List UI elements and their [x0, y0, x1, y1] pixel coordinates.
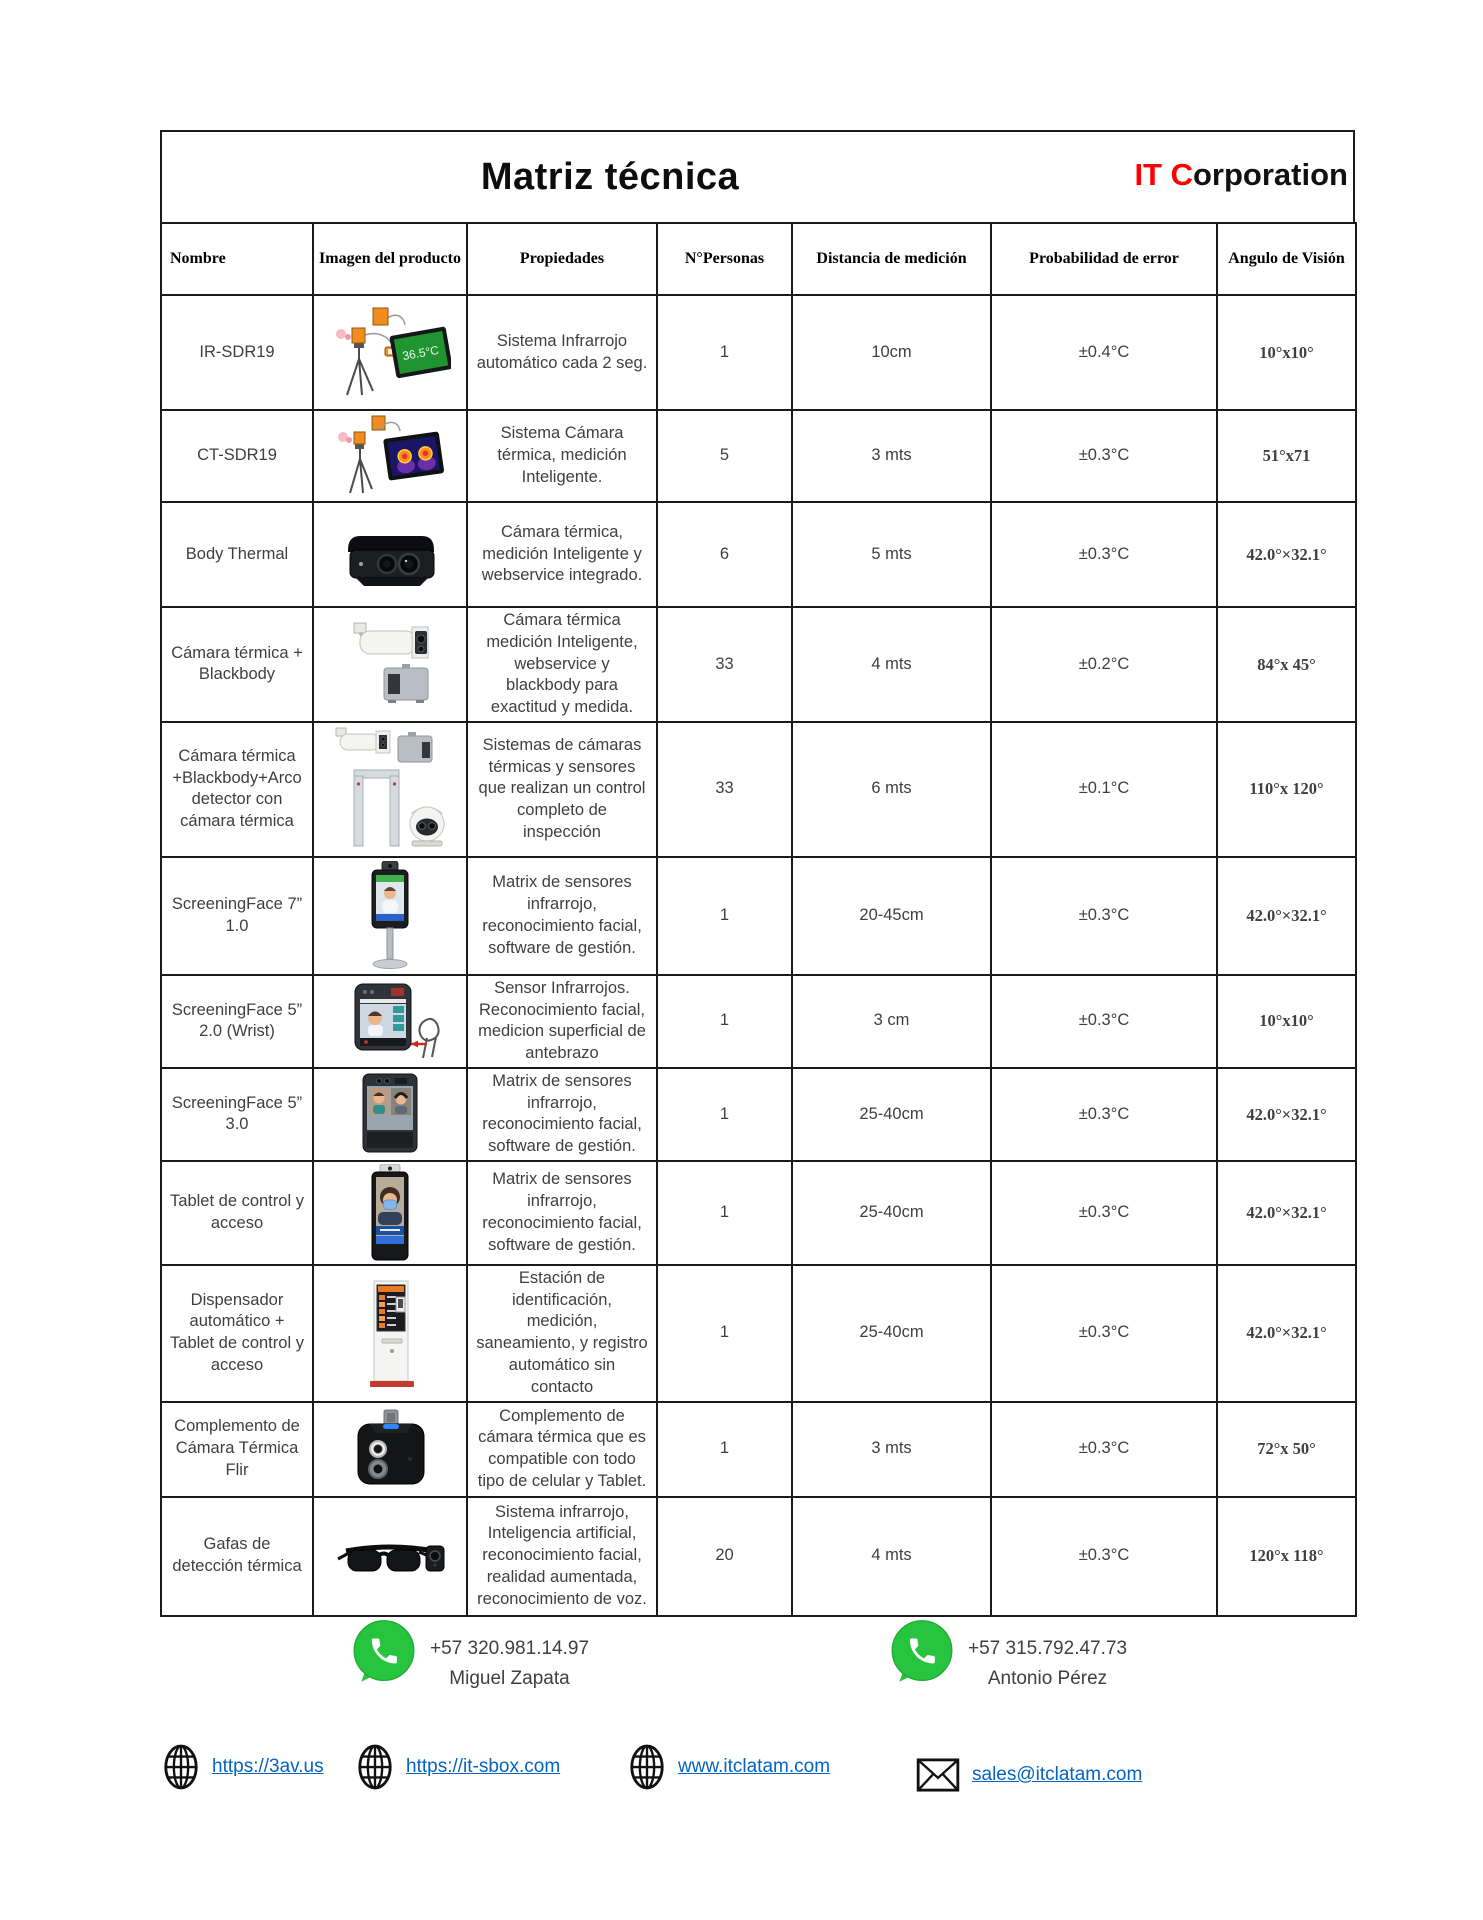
cell-propiedades: Sistemas de cámaras térmicas y sensores que realizan un control completo de inspección — [467, 722, 657, 857]
column-header-propiedades: Propiedades — [467, 223, 657, 295]
cell-n-personas: 6 — [657, 502, 792, 607]
product-image-screeningface5-wrist — [335, 980, 445, 1062]
link-sales-email[interactable]: sales@itclatam.com — [972, 1764, 1143, 1785]
cell-distancia: 5 mts — [792, 502, 991, 607]
website-link-3 — [628, 1740, 830, 1794]
cell-n-personas: 1 — [657, 975, 792, 1068]
cell-propiedades: Complemento de cámara térmica que es compatible con todo tipo de celular y Tablet. — [467, 1402, 657, 1497]
cell-probabilidad-error: ±0.3°C — [991, 857, 1217, 975]
cell-propiedades: Matrix de sensores infrarrojo, reconocimiento facial, software de gestión. — [467, 1068, 657, 1161]
cell-propiedades: Sistema Infrarrojo automático cada 2 seg. — [467, 295, 657, 410]
cell-distancia: 3 mts — [792, 1402, 991, 1497]
product-image-ct-sdr19 — [334, 413, 446, 499]
table-row — [161, 1402, 1356, 1497]
whatsapp-contact-2 — [888, 1618, 1127, 1695]
contact-name: Antonio Pérez — [987, 1668, 1108, 1690]
cell-nombre: Cámara térmica +Blackbody+Arco detector con cámara térmica — [161, 722, 313, 857]
cell-probabilidad-error: ±0.3°C — [991, 975, 1217, 1068]
table-row — [161, 857, 1356, 975]
cell-product-image — [313, 975, 467, 1068]
cell-n-personas: 1 — [657, 857, 792, 975]
cell-propiedades: Matrix de sensores infrarrojo, reconocimiento facial, software de gestión. — [467, 1161, 657, 1265]
cell-nombre: CT-SDR19 — [161, 410, 313, 502]
product-image-camara-blackbody-arco — [332, 726, 448, 852]
cell-n-personas: 33 — [657, 607, 792, 722]
cell-probabilidad-error: ±0.4°C — [991, 295, 1217, 410]
product-image — [322, 1521, 458, 1591]
cell-product-image — [313, 1402, 467, 1497]
product-image — [322, 1279, 458, 1387]
table-body — [161, 295, 1356, 1616]
cell-product-image — [313, 295, 467, 410]
cell-product-image — [313, 410, 467, 502]
cell-propiedades: Cámara térmica medición Inteligente, webservice y blackbody para exactitud y medida. — [467, 607, 657, 722]
website-link-2 — [356, 1740, 560, 1794]
product-image — [322, 726, 458, 852]
column-header-imagen: Imagen del producto — [313, 223, 467, 295]
cell-distancia: 3 cm — [792, 975, 991, 1068]
cell-n-personas: 1 — [657, 1068, 792, 1161]
product-image — [322, 861, 458, 971]
product-image-camara-blackbody — [330, 618, 450, 710]
link-itclatam[interactable]: www.itclatam.com — [678, 1756, 831, 1777]
cell-nombre: IR-SDR19 — [161, 295, 313, 410]
cell-probabilidad-error: ±0.1°C — [991, 722, 1217, 857]
product-image-body-thermal — [330, 520, 450, 590]
cell-propiedades: Matrix de sensores infrarrojo, reconocimiento facial, software de gestión. — [467, 857, 657, 975]
cell-propiedades: Sistema Cámara térmica, medición Inteligente. — [467, 410, 657, 502]
column-header-personas: N°Personas — [657, 223, 792, 295]
cell-distancia: 6 mts — [792, 722, 991, 857]
table-row — [161, 607, 1356, 722]
cell-angulo-vision: 84°x 45° — [1217, 607, 1356, 722]
title-row — [160, 130, 1355, 224]
cell-nombre: ScreeningFace 7” 1.0 — [161, 857, 313, 975]
product-image — [322, 413, 458, 499]
table-row — [161, 502, 1356, 607]
cell-probabilidad-error: ±0.3°C — [991, 1265, 1217, 1402]
cell-probabilidad-error: ±0.2°C — [991, 607, 1217, 722]
cell-product-image — [313, 1068, 467, 1161]
product-image-gafas — [330, 1521, 450, 1591]
cell-angulo-vision: 42.0°×32.1° — [1217, 1161, 1356, 1265]
cell-propiedades: Cámara térmica, medición Inteligente y webservice integrado. — [467, 502, 657, 607]
cell-n-personas: 33 — [657, 722, 792, 857]
cell-angulo-vision: 42.0°×32.1° — [1217, 502, 1356, 607]
globe-icon — [162, 1743, 200, 1791]
column-header-distancia: Distancia de medición — [792, 223, 991, 295]
cell-product-image — [313, 1497, 467, 1616]
cell-nombre: Tablet de control y acceso — [161, 1161, 313, 1265]
cell-distancia: 4 mts — [792, 1497, 991, 1616]
cell-angulo-vision: 10°x10° — [1217, 975, 1356, 1068]
cell-product-image — [313, 857, 467, 975]
table-row — [161, 1497, 1356, 1616]
logo-text-red: IT C — [1134, 157, 1193, 192]
table-row — [161, 975, 1356, 1068]
product-image-flir — [340, 1406, 440, 1492]
cell-angulo-vision: 42.0°×32.1° — [1217, 1068, 1356, 1161]
contact-text — [430, 1618, 589, 1695]
technical-matrix-table — [160, 222, 1357, 1617]
cell-nombre: Body Thermal — [161, 502, 313, 607]
page-title: Matriz técnica — [480, 155, 740, 198]
globe-icon — [628, 1743, 666, 1791]
cell-n-personas: 1 — [657, 1161, 792, 1265]
whatsapp-icon — [350, 1618, 418, 1686]
contact-phone: +57 315.792.47.73 — [968, 1638, 1128, 1659]
website-link-1 — [162, 1740, 324, 1794]
cell-angulo-vision: 72°x 50° — [1217, 1402, 1356, 1497]
cell-probabilidad-error: ±0.3°C — [991, 410, 1217, 502]
cell-angulo-vision: 51°x71 — [1217, 410, 1356, 502]
cell-distancia: 25-40cm — [792, 1161, 991, 1265]
cell-angulo-vision: 42.0°×32.1° — [1217, 1265, 1356, 1402]
cell-probabilidad-error: ±0.3°C — [991, 502, 1217, 607]
cell-probabilidad-error: ±0.3°C — [991, 1402, 1217, 1497]
envelope-icon — [916, 1758, 960, 1792]
cell-angulo-vision: 42.0°×32.1° — [1217, 857, 1356, 975]
product-image-ir-sdr19 — [329, 303, 451, 403]
product-image — [322, 980, 458, 1062]
link-it-sbox[interactable]: https://it-sbox.com — [406, 1756, 561, 1777]
cell-nombre: Cámara térmica + Blackbody — [161, 607, 313, 722]
product-image — [322, 303, 458, 403]
product-image-dispensador — [350, 1279, 430, 1387]
cell-angulo-vision: 110°x 120° — [1217, 722, 1356, 857]
table-row — [161, 1161, 1356, 1265]
cell-distancia: 25-40cm — [792, 1068, 991, 1161]
table-row — [161, 1068, 1356, 1161]
cell-probabilidad-error: ±0.3°C — [991, 1497, 1217, 1616]
whatsapp-contact-1 — [350, 1618, 589, 1695]
svg-text:36.5°C: 36.5°C — [401, 342, 441, 363]
cell-product-image — [313, 502, 467, 607]
product-image — [322, 1406, 458, 1492]
cell-propiedades: Sensor Infrarrojos. Reconocimiento facial, medicion superficial de antebrazo — [467, 975, 657, 1068]
contact-name: Miguel Zapata — [449, 1668, 570, 1690]
table-row — [161, 295, 1356, 410]
cell-n-personas: 20 — [657, 1497, 792, 1616]
header-row — [161, 223, 1356, 295]
cell-angulo-vision: 120°x 118° — [1217, 1497, 1356, 1616]
product-image — [322, 1072, 458, 1156]
document-sheet — [160, 130, 1355, 1617]
product-image — [322, 520, 458, 590]
table-header — [161, 223, 1356, 295]
cell-product-image — [313, 1265, 467, 1402]
cell-propiedades: Estación de identificación, medición, saneamiento, y registro automático sin contacto — [467, 1265, 657, 1402]
cell-nombre: Gafas de detección térmica — [161, 1497, 313, 1616]
product-image-screeningface7 — [350, 861, 430, 971]
cell-distancia: 10cm — [792, 295, 991, 410]
contact-phone: +57 320.981.14.97 — [430, 1638, 590, 1659]
table-row — [161, 1265, 1356, 1402]
cell-distancia: 3 mts — [792, 410, 991, 502]
product-image-screeningface5-3 — [351, 1072, 429, 1156]
cell-n-personas: 5 — [657, 410, 792, 502]
cell-product-image — [313, 1161, 467, 1265]
cell-n-personas: 1 — [657, 1265, 792, 1402]
cell-probabilidad-error: ±0.3°C — [991, 1068, 1217, 1161]
table-row — [161, 722, 1356, 857]
product-image — [322, 618, 458, 710]
cell-propiedades: Sistema infrarrojo, Inteligencia artificial, reconocimiento facial, realidad aumentada, reconocimiento de voz. — [467, 1497, 657, 1616]
column-header-angulo: Angulo de Visión — [1217, 223, 1356, 295]
link-3av[interactable]: https://3av.us — [212, 1756, 324, 1777]
cell-probabilidad-error: ±0.3°C — [991, 1161, 1217, 1265]
product-image-tablet-acceso — [352, 1164, 428, 1262]
cell-distancia: 25-40cm — [792, 1265, 991, 1402]
email-link — [916, 1748, 1142, 1802]
logo-text-black: orporation — [1193, 157, 1348, 192]
whatsapp-icon — [888, 1618, 956, 1686]
cell-nombre: ScreeningFace 5” 3.0 — [161, 1068, 313, 1161]
cell-n-personas: 1 — [657, 295, 792, 410]
cell-product-image — [313, 722, 467, 857]
cell-distancia: 20-45cm — [792, 857, 991, 975]
cell-n-personas: 1 — [657, 1402, 792, 1497]
cell-distancia: 4 mts — [792, 607, 991, 722]
cell-product-image — [313, 607, 467, 722]
globe-icon — [356, 1743, 394, 1791]
column-header-probabilidad: Probabilidad de error — [991, 223, 1217, 295]
cell-nombre: ScreeningFace 5” 2.0 (Wrist) — [161, 975, 313, 1068]
column-header-nombre: Nombre — [161, 223, 313, 295]
product-image — [322, 1164, 458, 1262]
cell-angulo-vision: 10°x10° — [1217, 295, 1356, 410]
company-logo — [1134, 157, 1348, 193]
table-row — [161, 410, 1356, 502]
cell-nombre: Complemento de Cámara Térmica Flir — [161, 1402, 313, 1497]
contact-text — [968, 1618, 1127, 1695]
cell-nombre: Dispensador automático + Tablet de control y acceso — [161, 1265, 313, 1402]
